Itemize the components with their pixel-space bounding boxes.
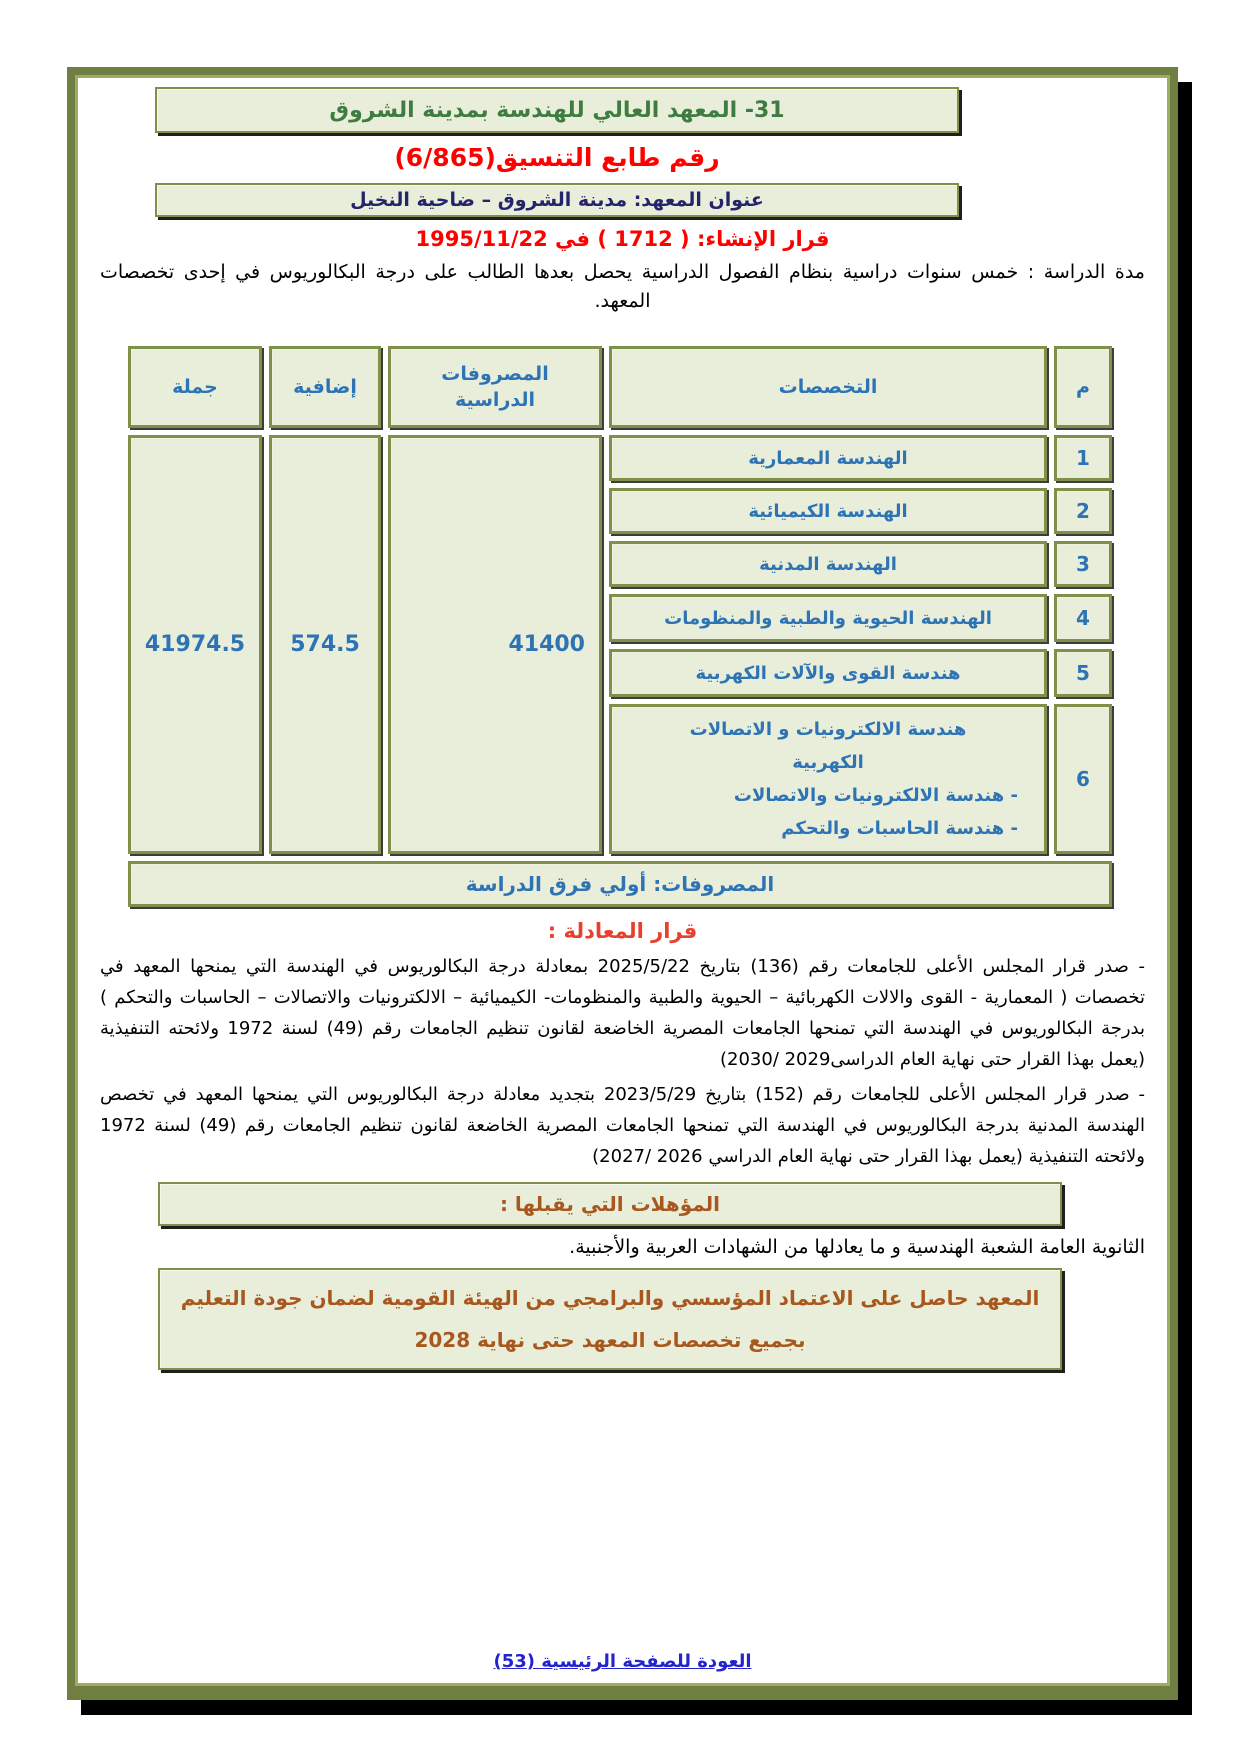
row-number-6: 6 (1054, 704, 1112, 854)
accreditation-line-1: المعهد حاصل على الاعتماد المؤسسي والبرامجي من الهيئة القومية لضمان جودة التعليم (180, 1286, 1040, 1310)
specialization-civil: الهندسة المدنية (609, 541, 1047, 587)
row-number-4: 4 (1054, 594, 1112, 642)
equivalency-heading: قرار المعادلة : (547, 919, 698, 943)
institute-title: 31- المعهد العالي للهندسة بمدينة الشروق (329, 97, 785, 123)
fees-footnote-bar: المصروفات: أولي فرق الدراسة (128, 861, 1112, 907)
col-header-specializations: التخصصات (609, 346, 1047, 428)
institute-address: عنوان المعهد: مدينة الشروق – ضاحية النخيل (350, 189, 764, 211)
specialization-chemical: الهندسة الكيميائية (609, 488, 1047, 534)
qualifications-heading-box (158, 1182, 1062, 1226)
specialization-electronics-communications (609, 704, 1047, 854)
accreditation-box (158, 1268, 1062, 1370)
document-page (67, 67, 1178, 1700)
study-duration-paragraph: مدة الدراسة : خمس سنوات دراسية بنظام الفصول الدراسية يحصل بعدها الطالب على درجة البكالوريوس في إحدى تخصصات المعهد. (100, 261, 1145, 312)
additional-fee-value: 574.5 (269, 435, 381, 854)
col-header-tuition: المصروفات الدراسية (388, 346, 602, 428)
specialization-electrical-power: هندسة القوى والآلات الكهربية (609, 649, 1047, 697)
footer (75, 1651, 1170, 1672)
specialization-row6-title: هندسة الالكترونيات و الاتصالات الكهربية (689, 719, 967, 773)
row-number-5: 5 (1054, 649, 1112, 697)
col-header-total: جملة (128, 346, 262, 428)
establishment-decree: قرار الإنشاء: ( 1712 ) في 1995/11/22 (415, 227, 830, 251)
accreditation-line-2: بجميع تخصصات المعهد حتى نهاية 2028 (414, 1328, 806, 1352)
equivalency-paragraph-1: - صدر قرار المجلس الأعلى للجامعات رقم (136) بتاريخ 2025/5/22 بمعادلة درجة البكالوريوس في الهندسة التي يمنحها المعهد في تخصصات ( المعمارية - القوى والالات الكهربائية – الحيوية والطبية والمنظومات- الكيميائية – الالكترونيات والاتصالات – الحاسبات والتحكم ) بدرجة البكالوريوس في الهندسة التي تمنحها الجامعات المصرية الخاضعة لقانون تنظيم الجامعات رقم (49) لسنة 1972 ولائحته التنفيذية (يعمل بهذا القرار حتى نهاية العام الدراسى2029 /2030) (100, 956, 1145, 1070)
specialization-row6-sub2: - هندسة الحاسبات والتحكم (781, 818, 1018, 839)
row-number-1: 1 (1054, 435, 1112, 481)
total-fee-value: 41974.5 (128, 435, 262, 854)
coordination-stamp-number: رقم طابع التنسيق(6/865) (394, 143, 720, 172)
institute-title-box (155, 87, 959, 133)
back-to-home-link[interactable]: العودة للصفحة الرئيسية (53) (493, 1651, 752, 1672)
specialization-row6-sub1: - هندسة الالكترونيات والاتصالات (733, 785, 1018, 806)
qualifications-text: الثانوية العامة الشعبة الهندسية و ما يعادلها من الشهادات العربية والأجنبية. (569, 1236, 1145, 1258)
institute-address-box (155, 183, 959, 217)
row-number-3: 3 (1054, 541, 1112, 587)
col-header-additional: إضافية (269, 346, 381, 428)
specializations-fees-table (128, 346, 1112, 907)
col-header-number: م (1054, 346, 1112, 428)
row-number-2: 2 (1054, 488, 1112, 534)
equivalency-paragraph-2: - صدر قرار المجلس الأعلى للجامعات رقم (152) بتاريخ 2023/5/29 بتجديد معادلة درجة البكالوريوس التي يمنحها المعهد في تخصص الهندسة المدنية بدرجة البكالوريوس في الهندسة التي تمنحها الجامعات المصرية الخاضعة لقانون تنظيم الجامعات رقم (49) لسنة 1972 ولائحته التنفيذية (يعمل بهذا القرار حتى نهاية العام الدراسي 2026 /2027) (100, 1084, 1146, 1167)
specialization-biomedical-systems: الهندسة الحيوية والطبية والمنظومات (609, 594, 1047, 642)
tuition-fee-value: 41400 (388, 435, 602, 854)
qualifications-heading: المؤهلات التي يقبلها : (499, 1192, 721, 1216)
specialization-architecture: الهندسة المعمارية (609, 435, 1047, 481)
